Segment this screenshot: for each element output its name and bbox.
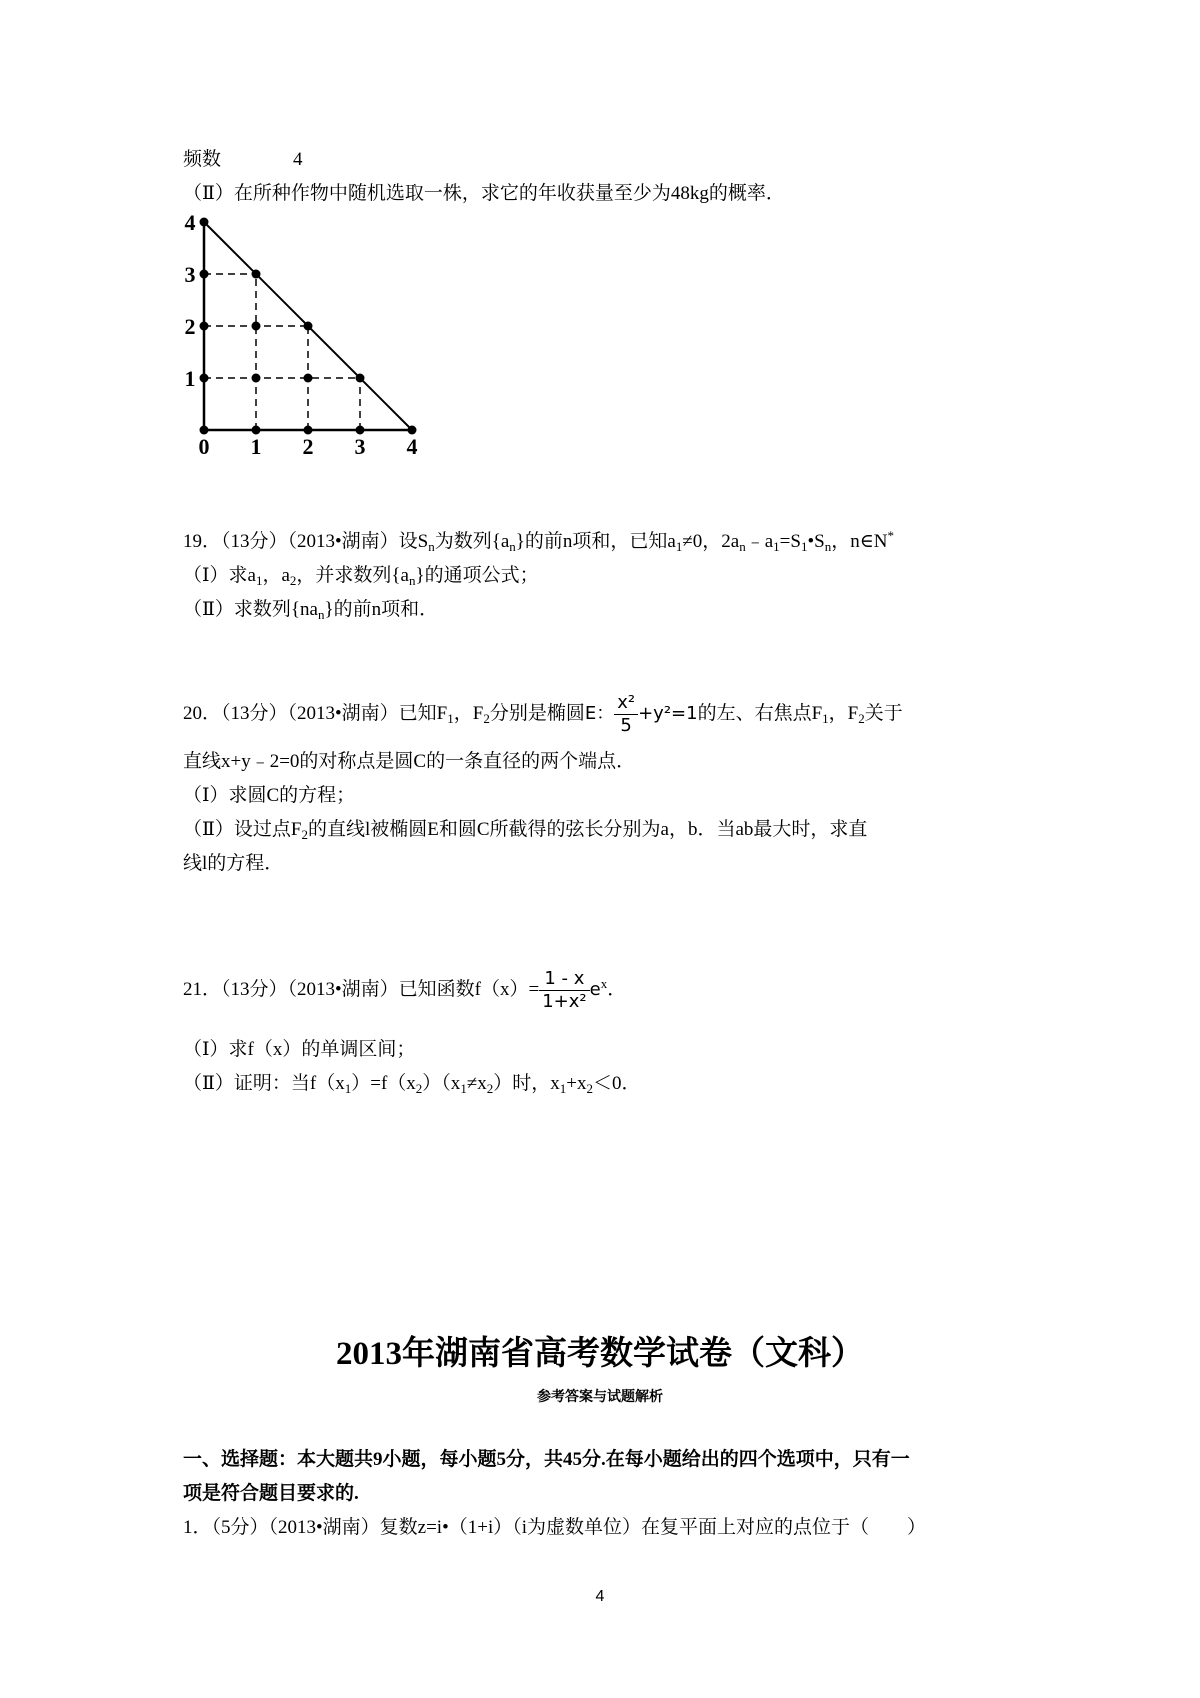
x-tick-label: 2 (302, 434, 314, 459)
q19-part1: （Ⅰ）求$a_1$，$a_2$，并求数列$\{a_n\}$的通项公式； (183, 565, 539, 588)
y-tick-label: 3 (184, 262, 196, 287)
ellipse-name: E： (584, 702, 615, 724)
answer-subtitle: 参考答案与试题解析 (537, 1389, 663, 1405)
answer-q1: 1．（5分）（2013•湖南）复数z=i•（1+i）（i为虚数单位）在复平面上对应的点位于（ ） (183, 1517, 927, 1538)
q20-line2: 直线x+y﹣2=0的对称点是圆C的一条直径的两个端点． (183, 751, 636, 772)
y-tick-label: 2 (184, 314, 196, 339)
q19-part2: （Ⅱ）求数列$\{na_n\}$的前n项和． (183, 599, 439, 622)
y-tick-label: 4 (184, 215, 196, 235)
freq-row (183, 148, 303, 172)
q18-part2: （Ⅱ）在所种作物中随机选取一株，求它的年收获量至少为48kg的概率． (183, 183, 785, 204)
lattice-point-0-4 (200, 218, 209, 227)
q19-statement: 19．（13分）（2013•湖南）设$S_n$为数列$\{a_n\}$的前n项和，已知$a_1\ne 0$，$2a_n﹣a_1=S_1•S_n$，n∈N* (183, 528, 894, 554)
lattice-point-0-3 (200, 270, 209, 279)
q20-part1: （Ⅰ）求圆C的方程； (183, 785, 356, 806)
page-number: 4 (595, 1588, 605, 1605)
q20-part2-cont: 线l的方程． (183, 853, 284, 874)
q21-part1: （Ⅰ）求f（x）的单调区间； (183, 1039, 416, 1060)
lattice-point-1-3 (252, 270, 261, 279)
section-heading-line2: 项是符合题目要求的. (183, 1483, 359, 1504)
figure-labels (185, 215, 418, 459)
section-heading-line1: 一、选择题：本大题共9小题，每小题5分，共45分.在每小题给出的四个选项中，只有一 (183, 1449, 910, 1470)
q21-statement: 21．（13分）（2013•湖南）已知函数f（x）= $\frac{1 - x}{\text{1+x²}}$ $e^x$． (183, 968, 627, 1012)
y-tick-label: 1 (184, 366, 196, 391)
x-tick-label: 3 (354, 434, 366, 459)
lattice-point-2-2 (304, 322, 313, 331)
ellipse-fraction: $\frac{\text{x²}}{5}$ (614, 692, 638, 737)
triangle-lattice-figure (180, 215, 420, 465)
q20-part2: （Ⅱ）设过点$F_2$的直线l被椭圆E和圆C所截得的弦长分别为a，b．当ab最大时，求直 (183, 819, 868, 842)
q20-statement: 20．（13分）（2013•湖南）已知$F_1$，$F_2$分别是椭圆E： $\frac{\text{x²}}{5}$ +y²=1的左、右焦点$F_1$，$F_2$关于 (183, 692, 903, 736)
lattice-point-0-1 (200, 374, 209, 383)
function-fraction: $\frac{1 - x}{\text{1+x²}}$ (539, 968, 589, 1013)
lattice-point-1-1 (252, 374, 261, 383)
lattice-point-0-2 (200, 322, 209, 331)
q21-part2: （Ⅱ）证明：当$f(x_1)=f(x_2)(x_1\ne x_2)$时，$x_1+x_2<0$． (183, 1073, 641, 1096)
lattice-point-2-1 (304, 374, 313, 383)
x-tick-label: 4 (406, 434, 418, 459)
lattice-point-3-1 (356, 374, 365, 383)
lattice-point-1-2 (252, 322, 261, 331)
answer-title: 2013年湖南省高考数学试卷（文科） (336, 1336, 864, 1372)
x-tick-label: 0 (198, 434, 210, 459)
freq-value: 4 (293, 149, 303, 170)
freq-label: 频数 (183, 149, 222, 170)
x-tick-label: 1 (250, 434, 262, 459)
